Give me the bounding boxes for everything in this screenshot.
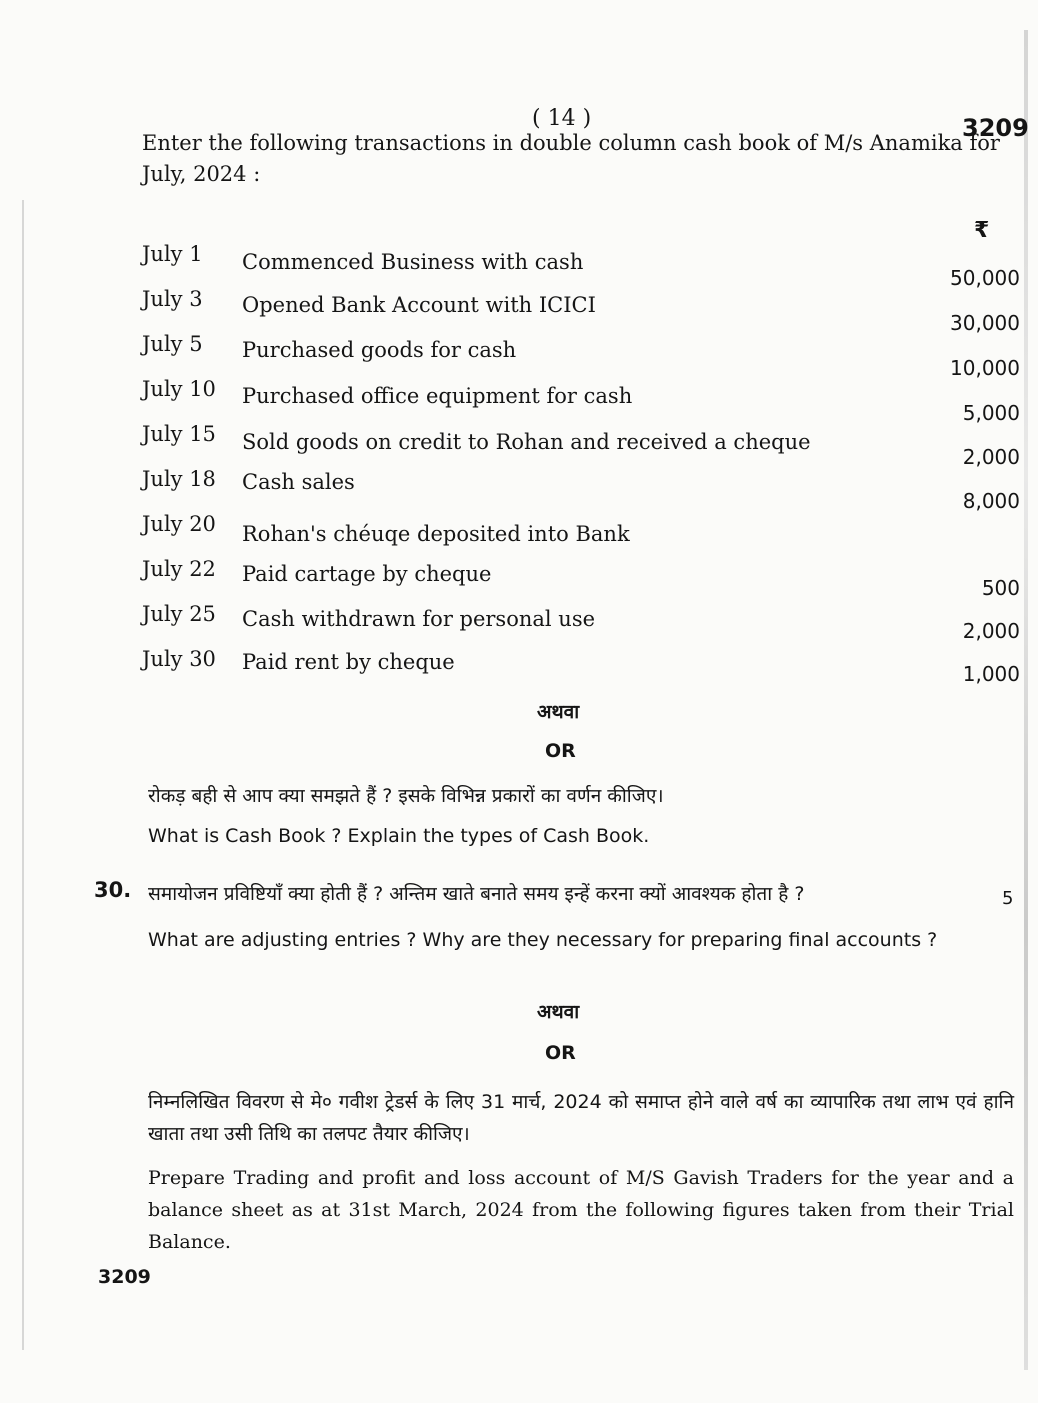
txn-date: July 5 — [142, 332, 203, 356]
question-30-number: 30. — [94, 878, 132, 902]
question-30-hindi: समायोजन प्रविष्टियाँ क्या होती हैं ? अन्तिम खाते बनाते समय इन्हें करना क्यों आवश्यक होता है ? — [148, 883, 805, 905]
txn-date: July 3 — [142, 287, 203, 311]
or-english-2: OR — [545, 1042, 576, 1064]
alt-question-29-english: What is Cash Book ? Explain the types of Cash Book. — [148, 825, 650, 847]
txn-amount: 8,000 — [962, 489, 1020, 513]
txn-amount: 10,000 — [950, 356, 1020, 380]
txn-date: July 1 — [142, 242, 203, 266]
txn-description: Purchased office equipment for cash — [242, 384, 633, 408]
alt-question-29-hindi: रोकड़ बही से आप क्या समझते हैं ? इसके विभिन्न प्रकारों का वर्णन कीजिए। — [148, 785, 664, 807]
question-30-english: What are adjusting entries ? Why are they necessary for preparing final accounts ? — [148, 929, 938, 951]
or-hindi-2: अथवा — [537, 1001, 580, 1023]
txn-description: Commenced Business with cash — [242, 250, 584, 274]
page-number: ( 14 ) — [532, 106, 592, 131]
txn-date: July 15 — [142, 422, 216, 446]
question-30-marks: 5 — [1002, 888, 1014, 909]
paper-code-top: 3209 — [962, 114, 1029, 142]
or-hindi-1: अथवा — [537, 701, 580, 723]
txn-amount: 30,000 — [950, 311, 1020, 335]
txn-description: Cash sales — [242, 470, 355, 494]
txn-amount: 50,000 — [950, 266, 1020, 290]
paper-code-bottom: 3209 — [98, 1266, 151, 1288]
txn-date: July 20 — [142, 512, 216, 536]
txn-description: Cash withdrawn for personal use — [242, 607, 596, 631]
txn-amount: 2,000 — [962, 445, 1020, 469]
txn-amount: 500 — [981, 576, 1020, 600]
txn-amount: 1,000 — [962, 662, 1020, 686]
txn-date: July 30 — [142, 647, 216, 671]
txn-description: Opened Bank Account with ICICI — [242, 293, 596, 317]
txn-amount: 2,000 — [962, 619, 1020, 643]
txn-description: Paid cartage by cheque — [242, 562, 492, 586]
txn-date: July 22 — [142, 557, 216, 581]
txn-description: Rohan's chéuqe deposited into Bank — [242, 522, 630, 546]
page-edge-shadow — [1024, 30, 1028, 1370]
txn-description: Paid rent by cheque — [242, 650, 455, 674]
alt-question-30-hindi: निम्नलिखित विवरण से मे० गवीश ट्रेडर्स के लिए 31 मार्च, 2024 को समाप्त होने वाले वर्ष का व्यापारिक तथा लाभ एवं हानि खाता तथा उसी तिथि का तलपट तैयार कीजिए। — [148, 1091, 1014, 1145]
question-29-intro: Enter the following transactions in double column cash book of M/s Anamika for July, 2024 : — [142, 131, 1000, 186]
txn-date: July 10 — [142, 377, 216, 401]
txn-amount: 5,000 — [962, 401, 1020, 425]
txn-description: Purchased goods for cash — [242, 338, 517, 362]
alt-question-30-english: Prepare Trading and profit and loss account of M/S Gavish Traders for the year and a balance sheet as at 31st March, 2024 from the following figures taken from their Trial Balance. — [148, 1167, 1014, 1253]
currency-symbol: ₹ — [974, 218, 990, 243]
or-english-1: OR — [545, 740, 576, 762]
txn-date: July 18 — [142, 467, 216, 491]
page-fold-line — [22, 200, 24, 1350]
txn-description: Sold goods on credit to Rohan and received a cheque — [242, 430, 811, 454]
txn-date: July 25 — [142, 602, 216, 626]
